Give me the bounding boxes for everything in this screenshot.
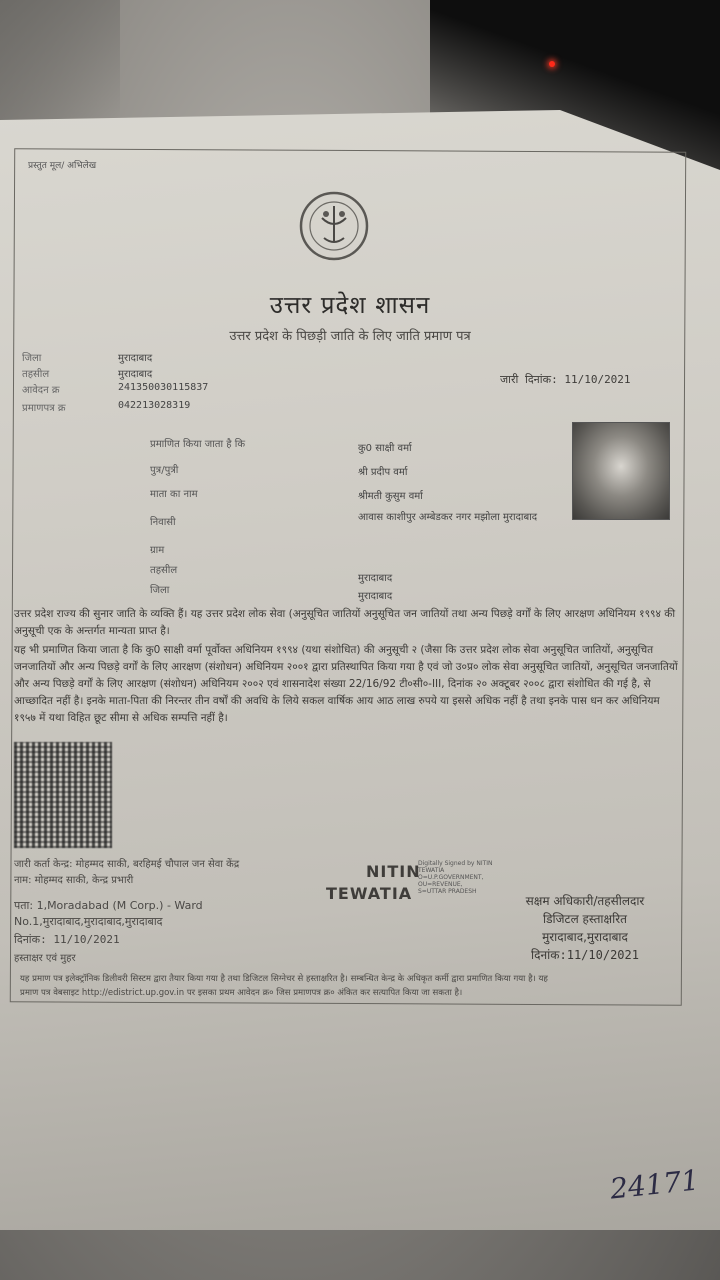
issuing-center: जारी कर्ता केन्द्र: मोहम्मद साकी, बरहिमई चौपाल जन सेवा केंद्र	[14, 859, 240, 870]
tehsil-label: तहसील	[22, 369, 50, 380]
authority-title: सक्षम अधिकारी/तहसीलदार	[525, 894, 645, 908]
paragraph-creamy-layer: यह भी प्रमाणित किया जाता है कि कु0 साक्षी वर्मा पूर्वोक्त अधिनियम १९९४ (यथा संशोधित) की अनुसूची २ (जैसा कि उत्तर प्रदेश लोक सेवा अनुसूचित जातियों, अनुसूचित जनजातियों और अन्य पिछड़े वर्गों के लिए आरक्षण (संशोधन) अधिनियम २००१ द्वारा प्रतिस्थापित किया गया है एवं जो उ०प्र० लोक सेवा अनुसूचित जातियों, अनुसूचित जनजातियों और अन्य पिछड़े वर्गों के लिए आरक्षण (संशोधन) अधिनियम २००२ एवं शासनादेश संख्या 22/16/92 टी०सी०-III, दिनांक २० अक्टूबर २००८ द्वारा संशोधित की गई है, से आच्छादित नहीं है। इनके माता-पिता की निरन्तर तीन वर्षों की अवधि के लिये सकल वार्षिक आय आठ लाख रुपये या इससे अधिक नहीं है तथा इनके पास धन कर अधिनियम १९५७ में यथा विहित छूट सीमा से अधिक सम्पत्ति नहीं है।	[14, 644, 678, 724]
field-value-tehsil: मुरादाबाद	[358, 573, 393, 584]
digital-sign-line: S=UTTAR PRADESH	[418, 888, 477, 895]
center-address-line2: No.1,मुरादाबाद,मुरादाबाद,मुरादाबाद	[14, 915, 163, 928]
qr-code	[14, 742, 112, 848]
tehsil-value: मुरादाबाद	[118, 369, 153, 380]
document-title: उत्तर प्रदेश शासन	[269, 291, 431, 319]
paragraph-caste: उत्तर प्रदेश राज्य की सुनार जाति के व्यक्ति हैं। यह उत्तर प्रदेश लोक सेवा (अनुसूचित जातियों अनुसूचित जन जातियों तथा अन्य पिछड़े वर्गों के लिए आरक्षण अधिनियम १९९४ की अनुसूची एक के अन्तर्गत मान्यता प्राप्त है।	[14, 608, 676, 637]
digital-sign-line: O=U.P.GOVERNMENT,	[418, 874, 484, 881]
field-label: निवासी	[150, 517, 176, 528]
footer-verify-note: प्रमाण पत्र वेबसाइट http://edistrict.up.gov.in पर इसका प्रथम आवेदन क्र० जिस प्रमाणपत्र क्र० अंकित कर सत्यापित किया जा सकता है।	[20, 988, 463, 998]
field-value-address: आवास काशीपुर अम्बेडकर नगर मझोला मुरादाबाद	[358, 512, 538, 523]
certificate-number-label: प्रमाणपत्र क्र	[22, 403, 66, 414]
digital-sign-line: Digitally Signed by NITIN	[418, 860, 493, 867]
center-address: पता: 1,Moradabad (M Corp.) - Ward	[14, 899, 203, 912]
digital-sign-note	[418, 860, 493, 895]
field-value-district: मुरादाबाद	[358, 591, 393, 602]
digital-sign-line: TEWATIA	[418, 867, 445, 874]
field-label: तहसील	[150, 565, 178, 576]
status-led	[549, 61, 555, 67]
certificate-number: 042213028319	[118, 400, 191, 411]
authority-location: मुरादाबाद,मुरादाबाद	[542, 930, 628, 944]
issue-date-value: 11/10/2021	[564, 373, 631, 386]
background-shadow-left	[0, 0, 120, 120]
center-date: दिनांक: 11/10/2021	[14, 933, 120, 946]
field-label: प्रमाणित किया जाता है कि	[150, 439, 246, 450]
field-value-mother: श्रीमती कुसुम वर्मा	[358, 491, 423, 502]
field-label: माता का नाम	[150, 489, 198, 500]
field-label: ग्राम	[150, 545, 165, 556]
signer-last-name: TEWATIA	[326, 884, 413, 903]
digital-sign-line: OU=REVENUE,	[418, 881, 463, 888]
district-value: मुरादाबाद	[118, 353, 153, 364]
authority-date: दिनांक:11/10/2021	[531, 948, 639, 962]
document-subtitle: उत्तर प्रदेश के पिछड़ी जाति के लिए जाति प्रमाण पत्र	[229, 329, 471, 344]
field-value-name: कु0 साक्षी वर्मा	[358, 443, 412, 454]
field-label: पुत्र/पुत्री	[150, 465, 179, 476]
issue-date-label: जारी दिनांक	[500, 373, 552, 386]
signer-first-name: NITIN	[366, 862, 421, 881]
up-emblem-seal	[298, 190, 370, 262]
application-number-label: आवेदन क्र	[22, 385, 60, 396]
field-value-father: श्री प्रदीप वर्मा	[358, 467, 408, 478]
footer-note: यह प्रमाण पत्र इलेक्ट्रॉनिक डिलीवरी सिस्टम द्वारा तैयार किया गया है तथा डिजिटल सिग्नेचर से हस्ताक्षरित है। सम्बन्धित केन्द्र के अधिकृत कर्मी द्वारा प्रमाणित किया गया है। यह	[20, 974, 548, 984]
issue-date: जारी दिनांक: 11/10/2021	[500, 373, 631, 386]
handwritten-number: 24171	[608, 1163, 701, 1206]
applicant-photo	[572, 422, 670, 520]
field-label: जिला	[150, 585, 170, 596]
district-label: जिला	[22, 353, 42, 364]
top-note: प्रस्तुत मूल/ अभिलेख	[28, 161, 97, 171]
application-number: 241350030115837	[118, 382, 209, 393]
seal-label: हस्ताक्षर एवं मुहर	[14, 953, 76, 964]
center-in-charge: नाम: मोहम्मद साकी, केन्द्र प्रभारी	[14, 875, 134, 886]
authority-digital-signed: डिजिटल हस्ताक्षरित	[543, 912, 627, 926]
